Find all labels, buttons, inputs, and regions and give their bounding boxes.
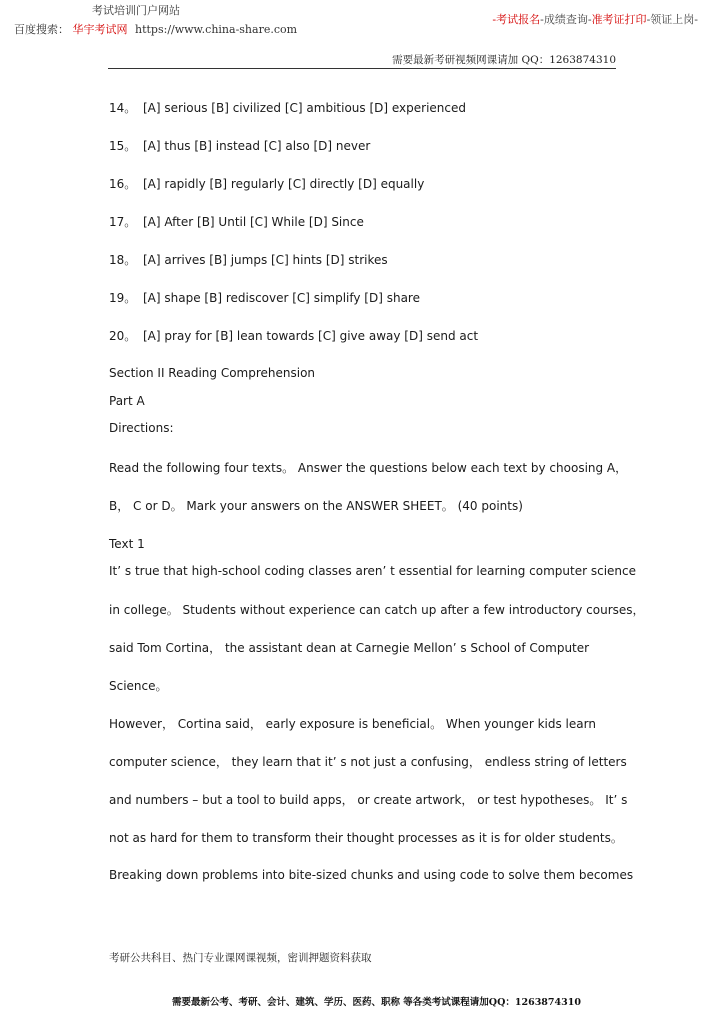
part-title: Part A bbox=[109, 394, 145, 408]
directions-label: Directions: bbox=[109, 421, 174, 435]
option-number: 20。 bbox=[109, 329, 137, 343]
search-line bbox=[14, 21, 297, 37]
option-line bbox=[109, 137, 370, 154]
qq-notice: 需要最新考研视频网课请加 QQ：1263874310 bbox=[392, 54, 616, 66]
passage-line: Science。 bbox=[109, 679, 168, 693]
footer-notice: 考研公共科目、热门专业课网课视频，密训押题资料获取 bbox=[109, 952, 372, 964]
option-number: 18。 bbox=[109, 253, 137, 267]
option-text: [A] shape [B] rediscover [C] simplify [D] share bbox=[143, 291, 420, 305]
option-line bbox=[109, 251, 388, 268]
option-line bbox=[109, 327, 478, 344]
passage-line: in college。 Students without experience can catch up after a few introductory courses， bbox=[109, 603, 645, 617]
passage-line: However， Cortina said， early exposure is beneficial。 When younger kids learn bbox=[109, 717, 596, 731]
footer-qq-notice: 需要最新公考、考研、会计、建筑、学历、医药、职称 等各类考试课程请加QQ：1263874310 bbox=[172, 997, 581, 1008]
option-text: [A] serious [B] civilized [C] ambitious [D] experienced bbox=[143, 101, 467, 115]
section-title: Section II Reading Comprehension bbox=[109, 366, 316, 380]
passage-line: said Tom Cortina， the assistant dean at Carnegie Mellon’ s School of Computer bbox=[109, 641, 590, 655]
option-number: 19。 bbox=[109, 291, 137, 305]
option-text: [A] thus [B] instead [C] also [D] never bbox=[143, 139, 371, 153]
nav-register-link[interactable]: 考试报名 bbox=[496, 13, 541, 26]
option-line bbox=[109, 175, 424, 192]
nav-ticket-link[interactable]: 准考证打印 bbox=[591, 13, 647, 26]
option-text: [A] arrives [B] jumps [C] hints [D] strikes bbox=[143, 253, 388, 267]
option-number: 14。 bbox=[109, 101, 137, 115]
nav-certificate-link[interactable]: -领证上岗- bbox=[646, 13, 698, 26]
site-url-link[interactable]: https://www.china-share.com bbox=[135, 23, 298, 36]
nav-prefix: - bbox=[492, 13, 497, 26]
option-text: [A] After [B] Until [C] While [D] Since bbox=[143, 215, 364, 229]
option-number: 17。 bbox=[109, 215, 137, 229]
passage-line: It’ s true that high-school coding classes aren’ t essential for learning computer science bbox=[109, 564, 637, 578]
option-number: 16。 bbox=[109, 177, 137, 191]
option-text: [A] pray for [B] lean towards [C] give away [D] send act bbox=[143, 329, 479, 343]
passage-line: not as hard for them to transform their thought processes as it is for older students。 bbox=[109, 831, 623, 845]
search-label: 百度搜索： bbox=[14, 23, 69, 36]
text-title: Text 1 bbox=[109, 537, 145, 551]
header-divider bbox=[108, 68, 616, 69]
passage-line: computer science， they learn that it’ s not just a confusing， endless string of letters bbox=[109, 755, 627, 769]
site-title: 考试培训门户网站 bbox=[92, 4, 180, 17]
option-text: [A] rapidly [B] regularly [C] directly [D] equally bbox=[143, 177, 425, 191]
search-brand-link[interactable]: 华宇考试网 bbox=[72, 23, 128, 36]
option-number: 15。 bbox=[109, 139, 137, 153]
option-line bbox=[109, 289, 420, 306]
passage-line: Breaking down problems into bite-sized chunks and using code to solve them becomes bbox=[109, 868, 634, 882]
nav-score-query-link[interactable]: -成绩查询- bbox=[540, 13, 592, 26]
directions-text: B， C or D。 Mark your answers on the ANSWER SHEET。 (40 points) bbox=[109, 499, 523, 513]
option-line bbox=[109, 99, 466, 116]
directions-text: Read the following four texts。 Answer the questions below each text by choosing A， bbox=[109, 461, 628, 475]
header-nav bbox=[492, 11, 698, 27]
option-line bbox=[109, 213, 364, 230]
passage-line: and numbers – but a tool to build apps， or create artwork， or test hypotheses。 It’ s bbox=[109, 793, 628, 807]
